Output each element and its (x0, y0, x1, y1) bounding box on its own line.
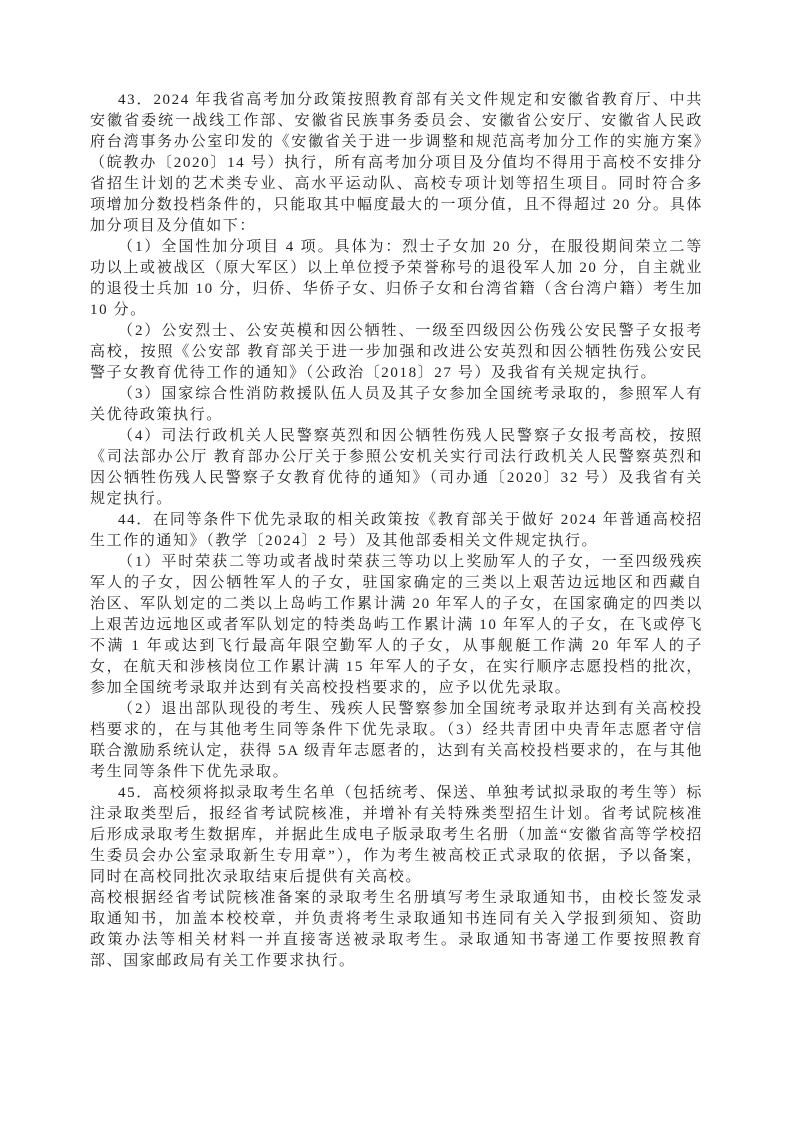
paragraph-item-44-sub-2-3: （2）退出部队现役的考生、残疾人民警察参加全国统考录取并达到有关高校投档要求的，在与其他考生同等条件下优先录取。（3）经共青团中央青年志愿者守信联合激励系统认定，获得 5A 级青年志愿者的，达到有关高校投档要求的，在与其他考生同等条件下优先录取。 (90, 701, 703, 780)
paragraph-item-43-sub-4: （4）司法行政机关人民警察英烈和因公牺牲伤残人民警察子女报考高校，按照《司法部办公厅 教育部办公厅关于参照公安机关实行司法行政机关人民警察英烈和因公牺牲伤残人民警察子女教育优待的通知》（司办通〔2020〕32 号）及我省有关规定执行。 (90, 428, 703, 507)
paragraph-item-43-sub-1: （1）全国性加分项目 4 项。具体为：烈士子女加 20 分，在服役期间荣立二等功以上或被战区（原大军区）以上单位授予荣誉称号的退役军人加 20 分，自主就业的退役士兵加 10 分，归侨、华侨子女、归侨子女和台湾省籍（含台湾户籍）考生加 10 分。 (90, 239, 703, 318)
paragraph-item-45-continued: 高校根据经省考试院核准备案的录取考生名册填写考生录取通知书，由校长签发录取通知书，加盖本校校章，并负责将考生录取通知书连同有关入学报到须知、资助政策办法等相关材料一并直接寄送被录取考生。录取通知书寄递工作要按照教育部、国家邮政局有关工作要求执行。 (90, 890, 703, 969)
document-body (90, 90, 703, 972)
paragraph-item-43-sub-3: （3）国家综合性消防救援队伍人员及其子女参加全国统考录取的，参照军人有关优待政策执行。 (90, 386, 703, 423)
paragraph-item-43-sub-2: （2）公安烈士、公安英模和因公牺牲、一级至四级因公伤残公安民警子女报考高校，按照《公安部 教育部关于进一步加强和改进公安英烈和因公牺牲伤残公安民警子女教育优待工作的通知》（公政治〔2018〕27 号）及我省有关规定执行。 (90, 323, 703, 381)
paragraph-item-43: 43．2024 年我省高考加分政策按照教育部有关文件规定和安徽省教育厅、中共安徽省委统一战线工作部、安徽省民族事务委员会、安徽省公安厅、安徽省人民政府台湾事务办公室印发的《安徽省关于进一步调整和规范高考加分工作的实施方案》（皖教办〔2020〕14 号）执行，所有高考加分项目及分值均不得用于高校不安排分省招生计划的艺术类专业、高水平运动队、高校专项计划等招生项目。同时符合多项增加分数投档条件的，只能取其中幅度最大的一项分值，且不得超过 20 分。具体加分项目及分值如下： (90, 92, 703, 234)
paragraph-item-45: 45．高校须将拟录取考生名单（包括统考、保送、单独考试拟录取的考生等）标注录取类型后，报经省考试院核准，并增补有关特殊类型招生计划。省考试院核准后形成录取考生数据库，并据此生成电子版录取考生名册（加盖“安徽省高等学校招生委员会办公室录取新生专用章”），作为考生被高校正式录取的依据，予以备案，同时在高校同批次录取结束后提供有关高校。 (90, 785, 703, 885)
paragraph-item-44: 44．在同等条件下优先录取的相关政策按《教育部关于做好 2024 年普通高校招生工作的通知》（教学〔2024〕2 号）及其他部委相关文件规定执行。 (90, 512, 703, 549)
paragraph-item-44-sub-1: （1）平时荣获二等功或者战时荣获三等功以上奖励军人的子女，一至四级残疾军人的子女，因公牺牲军人的子女，驻国家确定的三类以上艰苦边远地区和西藏自治区、军队划定的二类以上岛屿工作累计满 20 年军人的子女，在国家确定的四类以上艰苦边远地区或者军队划定的特类岛屿工作累计满 10 年军人的子女，在飞或停飞不满 1 年或达到飞行最高年限空勤军人的子女，从事舰艇工作满 20 年军人的子女，在航天和涉核岗位工作累计满 15 年军人的子女，在实行顺序志愿投档的批次，参加全国统考录取并达到有关高校投档要求的，应予以优先录取。 (90, 554, 703, 696)
